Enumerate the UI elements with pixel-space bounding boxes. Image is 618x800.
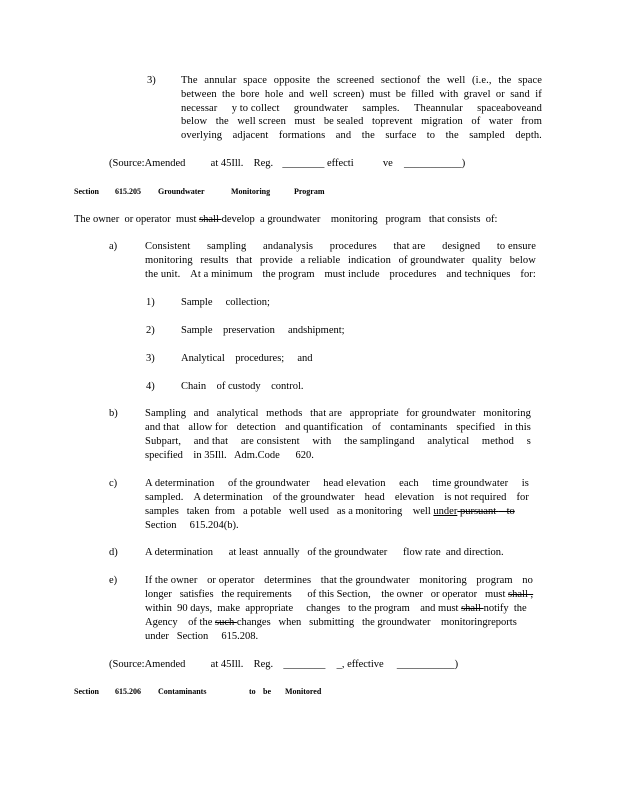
item-b-last-line: specified in 35Ill. Adm.Code 620.: [145, 450, 314, 461]
word: and that: [145, 422, 180, 433]
word: procedures: [329, 241, 377, 252]
item-e-line-2: [145, 588, 533, 601]
word: spaceaboveand: [477, 102, 542, 114]
text-line: [145, 435, 531, 448]
subitem-4-number: 4): [146, 381, 155, 392]
word: determines: [264, 575, 312, 586]
subitem-2-text: Sample preservation andshipment;: [181, 325, 345, 336]
word: andanalysis: [262, 241, 314, 252]
word: the unit.: [145, 269, 181, 280]
source-prefix: (Source:Amended: [109, 659, 186, 670]
word: that are: [393, 241, 426, 252]
source-blank: ________: [282, 158, 325, 169]
word: space: [518, 75, 542, 86]
word: the: [222, 88, 236, 100]
word: be: [395, 88, 406, 100]
word: A determination: [145, 478, 215, 489]
word: appropriate: [349, 408, 399, 419]
word: of the groundwater: [272, 492, 355, 503]
word: monitoring: [419, 575, 467, 586]
section-title-word-2: Monitoring: [231, 187, 271, 196]
word: (i.e.,: [472, 75, 492, 86]
source-reg: Reg.: [253, 158, 274, 169]
intro-text-2: develop a groundwater monitoring program that consists of:: [221, 214, 498, 225]
word: that the groundwater: [320, 575, 410, 586]
item-e-struck-text-2: shall: [461, 603, 484, 614]
word: migration: [421, 116, 463, 128]
word: Theannular: [413, 102, 463, 114]
subitem-4-text: Chain of custody control.: [181, 381, 304, 392]
word: analytical: [216, 408, 259, 419]
word: program: [476, 575, 513, 586]
word: space: [243, 75, 268, 86]
source-effect: effecti: [327, 158, 354, 169]
item-e-line-3: [145, 602, 527, 615]
word: groundwater: [293, 102, 349, 114]
word: procedures: [389, 269, 437, 280]
word: and: [193, 408, 210, 419]
item-c-label: c): [109, 478, 118, 489]
word: in this: [504, 422, 531, 433]
word: must include: [324, 269, 380, 280]
word: At a minimum: [190, 269, 253, 280]
word: s: [526, 436, 531, 447]
text-line: [145, 574, 533, 587]
word: sampling: [207, 241, 247, 252]
word: below: [181, 116, 208, 128]
section-title-word-1: Contaminants: [158, 687, 207, 696]
word: gravel: [463, 88, 491, 100]
word: of: [471, 116, 481, 128]
word: screened: [336, 75, 375, 86]
word: sectionof: [380, 75, 421, 86]
word: is not required: [444, 492, 507, 503]
item-e-line-3-text: within 90 days, make appropriate changes to the program and must: [145, 603, 462, 614]
source-at: at 45Ill.: [210, 158, 244, 169]
word: well: [446, 75, 466, 86]
source-at: at 45Ill.: [210, 659, 244, 670]
word: results: [200, 255, 229, 266]
word: depth.: [515, 130, 542, 142]
word: If the owner: [145, 575, 198, 586]
section-number: 615.206: [115, 687, 141, 696]
item-e-struck-text-1: shall ,: [508, 589, 534, 600]
text-line: [145, 254, 536, 267]
word: the: [215, 116, 229, 128]
word: to ensure: [496, 241, 536, 252]
item-e-line-4: [145, 616, 517, 629]
word: formations: [278, 130, 326, 142]
word: elevation: [394, 492, 435, 503]
item-c-line-3-text: samples taken from a potable well used as a monitoring well: [145, 506, 434, 517]
item-3-number: 3): [147, 75, 156, 86]
word: well screen: [237, 116, 286, 128]
item-e-line-3-text-2: notify the: [483, 603, 527, 614]
word: well: [309, 88, 328, 100]
intro-struck-text: shall: [199, 214, 222, 225]
text-line: [181, 129, 542, 142]
text-line: [181, 88, 542, 101]
item-c-inserted-text: under: [433, 506, 458, 517]
subitem-1-number: 1): [146, 297, 155, 308]
word: monitoring: [483, 408, 531, 419]
word: the: [498, 75, 512, 86]
word: indication: [347, 255, 391, 266]
word: and quantification: [285, 422, 363, 433]
source-note-2: [109, 658, 458, 671]
word: the: [427, 75, 441, 86]
subitem-1-text: Sample collection;: [181, 297, 270, 308]
section-title-word-1: Groundwater: [158, 187, 205, 196]
text-line: [145, 491, 529, 504]
word: sampled.: [145, 492, 184, 503]
word: or: [495, 88, 505, 100]
word: for groundwater: [406, 408, 476, 419]
source-reg: Reg.: [253, 659, 274, 670]
word: a reliable: [300, 255, 341, 266]
word: below: [509, 255, 536, 266]
word: filled: [411, 88, 435, 100]
word: hole: [264, 88, 284, 100]
source-note-1: [109, 157, 465, 170]
word: methods: [266, 408, 303, 419]
word: necessar: [181, 102, 218, 114]
item-d-label: d): [109, 547, 118, 558]
item-c-last-line: Section 615.204(b).: [145, 520, 239, 531]
word: and: [335, 130, 352, 142]
item-e-label: e): [109, 575, 118, 586]
word: of the groundwater: [227, 478, 310, 489]
text-line: [145, 477, 529, 490]
item-e-last-line: under Section 615.208.: [145, 631, 259, 642]
word: must: [369, 88, 391, 100]
word: and that: [193, 436, 229, 447]
section-word: Section: [74, 687, 99, 696]
item-d-text: A determination at least annually of the groundwater flow rate and direction.: [145, 547, 504, 558]
word: Consistent: [145, 241, 191, 252]
word: be sealed: [323, 116, 364, 128]
text-line: [145, 407, 531, 420]
word: quality: [472, 255, 503, 266]
word: for:: [520, 269, 536, 280]
section-number: 615.205: [115, 187, 141, 196]
word: toprevent: [372, 116, 413, 128]
intro-text-1: The owner or operator must: [74, 214, 200, 225]
word: A determination: [193, 492, 263, 503]
word: opposite: [273, 75, 311, 86]
word: sampled: [469, 130, 505, 142]
word: that are: [310, 408, 343, 419]
item-c-struck-text: pursuant: [457, 506, 499, 517]
word: of: [372, 422, 382, 433]
section-word: Section: [74, 187, 99, 196]
word: designed: [442, 241, 481, 252]
text-line: [181, 74, 542, 87]
word: that: [236, 255, 253, 266]
word: surface: [385, 130, 417, 142]
subitem-3-text: Analytical procedures; and: [181, 353, 313, 364]
text-line: [145, 268, 536, 281]
word: are consistent: [240, 436, 300, 447]
word: the: [445, 130, 459, 142]
subitem-2-number: 2): [146, 325, 155, 336]
word: must: [294, 116, 316, 128]
word: head elevation: [323, 478, 386, 489]
subitem-3-number: 3): [146, 353, 155, 364]
word: provide: [260, 255, 293, 266]
item-e-line-2-text: longer satisfies the requirements of this Section, the owner or operator must: [145, 589, 509, 600]
section-title-word-4: Monitored: [285, 687, 322, 696]
word: for: [516, 492, 529, 503]
word: no: [522, 575, 533, 586]
word: monitoring: [145, 255, 193, 266]
word: analytical: [427, 436, 470, 447]
word: or operator: [207, 575, 255, 586]
word: detection: [236, 422, 276, 433]
source-blank-2: ___________): [404, 158, 466, 169]
word: the samplingand: [344, 436, 415, 447]
text-line: [145, 240, 536, 253]
text-line: [181, 115, 542, 128]
item-e-struck-text-3: such: [214, 617, 237, 628]
item-a-label: a): [109, 241, 118, 252]
word: allow for: [188, 422, 228, 433]
word: head: [364, 492, 385, 503]
source-blank: ________: [283, 659, 326, 670]
word: method: [481, 436, 515, 447]
word: annular: [204, 75, 237, 86]
intro-paragraph: [74, 213, 497, 226]
word: the: [361, 130, 375, 142]
word: samples.: [362, 102, 400, 114]
item-b-label: b): [109, 408, 118, 419]
word: time groundwater: [432, 478, 509, 489]
source-prefix: (Source:Amended: [109, 158, 186, 169]
word: y to collect: [231, 102, 280, 114]
source-ve: ve: [382, 158, 393, 169]
word: with: [312, 436, 332, 447]
word: overlying: [181, 130, 223, 142]
word: screen): [333, 88, 365, 100]
item-c-line-3: [145, 505, 515, 518]
word: each: [399, 478, 419, 489]
word: The: [181, 75, 198, 86]
word: between: [181, 88, 217, 100]
word: water: [488, 116, 513, 128]
word: contaminants: [390, 422, 448, 433]
word: Sampling: [145, 408, 187, 419]
word: from: [521, 116, 542, 128]
word: to: [426, 130, 436, 142]
word: is: [521, 478, 529, 489]
section-title-word-3: be: [263, 687, 271, 696]
word: and: [288, 88, 305, 100]
item-c-struck-text-2: to: [498, 506, 515, 517]
word: and techniques: [446, 269, 511, 280]
word: with: [439, 88, 459, 100]
text-line: [181, 102, 542, 115]
word: the: [316, 75, 330, 86]
word: of groundwater: [398, 255, 465, 266]
section-title-word-3: Program: [294, 187, 325, 196]
source-blank-2: ___________): [396, 659, 459, 670]
word: the program: [262, 269, 315, 280]
word: specified: [456, 422, 496, 433]
word: Subpart,: [145, 436, 182, 447]
word: if: [535, 88, 542, 100]
text-line: [145, 421, 531, 434]
item-e-line-4-text-2: changes when submitting the groundwater monitoringreports: [236, 617, 517, 628]
word: bore: [240, 88, 260, 100]
source-effective: _, effective: [336, 659, 384, 670]
word: adjacent: [232, 130, 269, 142]
word: sand: [510, 88, 530, 100]
section-title-word-2: to: [249, 687, 256, 696]
item-e-line-4-text: Agency of the: [145, 617, 215, 628]
